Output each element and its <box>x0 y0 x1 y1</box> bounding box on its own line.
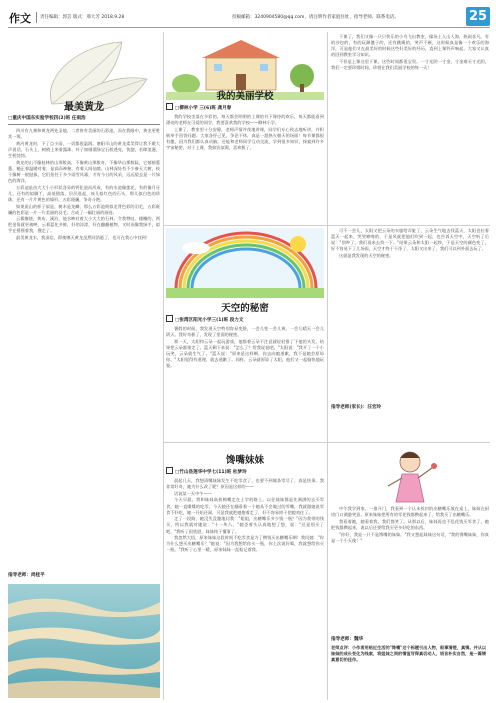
page-header <box>0 0 496 30</box>
paragraph: 如果说山的样子似是，树木是龙鳞，那么五彩池则似龙背色彩的羽毛，五彩斑斓的色彩是一片一片美丽的羽毛，合成了一幅壮丽的画卷。 <box>8 203 160 215</box>
teacher-credit: 指导老师(家长)：汪宏玲 <box>331 405 382 410</box>
sky-illustration <box>166 228 324 298</box>
byline-text: □柳林小学 三(6)班 龚月春 <box>175 106 232 111</box>
section-label: 作文 <box>9 12 31 25</box>
article-title: 馋嘴妹妹 <box>225 455 264 466</box>
article-body-continued <box>331 34 489 222</box>
teacher-credit: 指导老师：魏华 <box>331 637 364 642</box>
paragraph: 下课了，我们又像一只只快乐的小鸟飞出教室，操场上人山人海，热闹非凡。有的沙包的，有的玩踢毽子的，还有跳绳的，笑声不断，这时候真是像一个欢乐的海洋，可是他们又在最美好的时候这些好美好的经历，直到上课铃声响起，大家又认真的回到教室学习知识。 <box>331 34 489 58</box>
article-byline <box>166 315 324 323</box>
column-divider-1 <box>163 32 164 700</box>
paragraph: 五彩池是由大大小小形状各异的钙化池而形成，有的水池像莲花，有的像月牙儿，还有的似脚丫，高低错落，层层选起，该儿似红色的石头，那儿似白色的珍珠，还有一片片黄色的墙形，五彩斑斓，争奇斗艳。 <box>8 184 160 202</box>
article-body <box>166 478 324 698</box>
article-body <box>8 128 160 568</box>
paragraph: 最美黄龙水，我深信，即使哪天黄龙虽然同消逝了，也可在我心中找到！ <box>16 235 151 241</box>
byline-text: □张湾区阳光小学三(1)班 段力文 <box>175 318 244 323</box>
paragraph: 上课了，教室里十分安静，老师声情并茂地讲课，同学们专心致志地听讲，并积极举手回答问题。大家各抒己见，争论不休，真是一派热火朝天的场面！每节课都很有趣，因为我们都认真动脑。还能和老师同学互动交流，学到很多知识，探索到许多宇宙秘密，对于上课，我如饥似渴，喜欢极了。 <box>166 126 324 151</box>
article-body-continued <box>331 506 489 632</box>
row-divider-2 <box>164 442 490 443</box>
paragraph: 中午我学到家，一推开门，我看到一个认未拆封的出糖嘴乐放在桌上，妹妹在厨房门口满脸笑意。原来妹妹把所有的零花钱都攒起来了，给我买了出糖嘴乐。 <box>331 506 489 518</box>
article-body <box>166 114 324 224</box>
paragraph: 黄河黄龙时，下了点小雨，一切都很温润。塞阳半山的黄龙柔美得让我不敢大声说话，石头上，树梢上来着露珠，叶子如细翡绿宝石般透亮，恍惚，若肆浪漫，生机勃勃。 <box>8 140 160 158</box>
article-title: 我的美丽学校 <box>216 91 274 102</box>
paragraph: 云雾缭绕，黄布，溪泊，他水映衬着大小大大的石林，令我赞叹。楼榭的，两把金角就更被映，云着蓝化多鲜，好的涂漆，好在翻翻植物，又时而像我绿手，似乎在摇摇着我，搜走了。 <box>8 216 160 234</box>
page-number: 25 <box>468 9 488 24</box>
paragraph: "你好，我是一只不是馋嘴的妹妹。"我又想起妹妹这句话，"我的馋嘴妹妹，你真是一个小天使！" <box>331 531 489 543</box>
byline-text: □竹山县莲华中学七(11)班 杜梦玲 <box>175 470 247 475</box>
article-body <box>166 326 324 440</box>
header-contact: 投稿邮箱：3240904580@qq.com，请注明作者家庭住址、指导老师、联系电话。 <box>232 15 399 20</box>
paragraph: 可不一会儿，太阳又把云朵的衣服给弄脏了，云朵生气地去找蓝天，太阳也拉着蓝天一起来，哭哭啼啼的，于是风就把他们吹到一起，也告诉天空中，天空听了后说："别吵了，我们再来去找一下。"结果云朵和太阳一起吵，于是天空的颜色变了，好不容易下了几场雨，天空才终于干净了，太阳又出来了，我们可以到外面去玩了。 <box>331 228 489 252</box>
paragraph: 黄龙的山不像桂林的山那般高，不像黄山那般奇，不像华山那般险，它郁郁葱葱，糙正着温暖对着，是高而神秘，有着人间仙境。山林深处有不少参天大树，枝干像树一般挺拔，它们抬任于多少雨雪风霜，才有今日的风采，远远望去是一片绿色的海洋。 <box>8 159 160 183</box>
article-byline <box>8 115 160 121</box>
paragraph: 晨起几天，我想清嘴妹妹发生不吃零食了，也要不到辣条零尽了，真是快事。我非常好奇，她为什么改了呢？原因是这样的—— <box>166 478 324 490</box>
paragraph: 今天早晨，我和妹妹高着棉嘴走在上学的路上。以往妹妹都是先满满的去买零食，她一直喋喋的吃零，今天她还在翻看着一个她从不会做过的零嘴，我就跟她说零食不好吃，她一开始还闹，可是我就把她抱着走了，好不容易终于把她劝住了。 <box>166 497 324 515</box>
paragraph: 暑假的时候，我发现天空特别容易变脸，一会儿变一会儿黄，一会儿晴天一会儿阴天。我好奇极了，发现了里面的秘密。 <box>166 326 324 338</box>
article-byline <box>166 103 324 111</box>
paragraph: 我看着她，她看着我，我们都笑了。从那以后，妹妹再也不乱花钱买零食了，她把钱都攒起来，说以后还要给我买更多好吃的东西。 <box>331 518 489 530</box>
paragraph: 四川有九寨和黄龙两处圣地，二者皆有美丽的石彩池。而在我眼中，黄龙更胜其一筹。 <box>8 128 160 140</box>
article-byline <box>166 467 324 475</box>
row-divider-1 <box>164 225 490 226</box>
article-title: 最美黄龙 <box>64 102 104 113</box>
byline-marker <box>166 103 173 110</box>
byline-rule <box>8 124 160 125</box>
paragraph: 走了一段路，她没失没趣地问我："姐姐，出糖嘴乐多少钱一瓶？"因为我带的钱买，所以我就对她说："十一块八。"她歪着头认真地想了想，说："还是别买了吧。"我听了很欣慰，妹妹终于懂事了。 <box>166 516 324 534</box>
byline-marker <box>166 467 173 474</box>
article-huanglong <box>8 32 160 700</box>
header-rule <box>8 27 490 28</box>
paragraph: 我的学校坐落在多彩的，每天都会明明的上课的书下课待的欢乐，每天都能看到漂亮的老师在可爱的同学，我要喜欢我的学校——柳林小学。 <box>166 114 324 126</box>
paragraph: 我忽然大悟，原来妹妹这段时间不吃零食是为了攒钱买出糖嘴乐啊！我问她："你为什么想买出糖嘴乐？"她说："因为我想给你买一瓶，你上次说好喝，我就想给你买一瓶。"我听了心里一暖，原来妹妹一直惦记着我。 <box>166 535 324 553</box>
header-meta: 责任编辑：郭芸 版式：邢大芳 2018.9.28 <box>40 15 125 20</box>
paragraph: 这就是我发现的天空的秘密。 <box>339 252 394 258</box>
paragraph: 不但是上课这里下课，这些时间都很宝贵。一寸光阴一寸金，寸金难买寸光阴，我们一定要珍惜时间，珍惜在我们美丽学校的每一天！ <box>331 58 489 71</box>
section-divider <box>36 12 37 23</box>
column-divider-2 <box>327 32 328 700</box>
girl-illustration <box>350 446 470 504</box>
article-title: 天空的秘密 <box>221 303 269 314</box>
teacher-credit: 指导老师：尚桂平 <box>8 573 45 578</box>
huanglong-photo <box>8 584 160 698</box>
paragraph: 那一天，太阳和云朵一起玩游戏，他都着云朵不注意就轻轻推了下他的头发，结果把云朵都推走了，蓝天剩下来说："怎么了？给我说说吧。"太阳说："我开了一个小玩笑，云朵就生气了。"蓝天说："原来是这样啊，你去向她道歉，我不是她会原谅你。"太阳觉得有道理，就去道歉了。同样，云朵就原谅了太阳，他们又一起愉快地玩耍。 <box>166 338 324 369</box>
teacher-comment: 老师点评：小作者用贴近生活的"馋嘴"这个标题引出人物，叙事清楚，真情。并从以妹妹的成长变化为线索，将姐妹之间的情谊写得真切动人，语言朴实自然，是一篇情真意切的佳作。 <box>331 645 487 663</box>
page-number-badge <box>466 7 490 26</box>
byline-text: □重庆中国东实验学校四(2)班 任雨浩 <box>8 116 86 121</box>
byline-marker <box>166 315 173 322</box>
article-body-continued <box>331 228 489 394</box>
paragraph: 话说某一天中午—— <box>174 490 212 496</box>
